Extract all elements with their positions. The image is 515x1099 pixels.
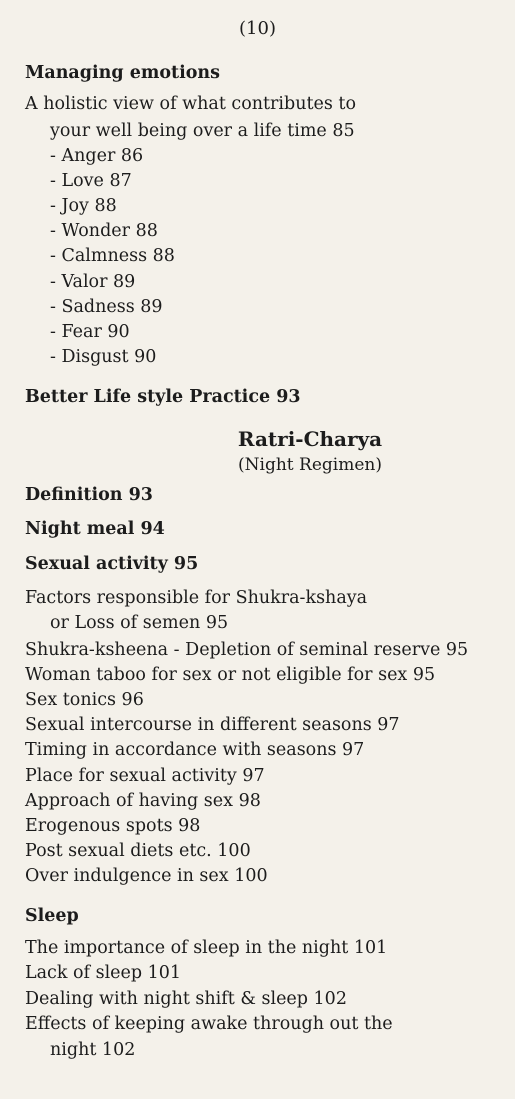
entry: night 102	[50, 1040, 136, 1060]
entry-holistic-view: A holistic view of what contributes to	[25, 94, 356, 114]
emotion-item: - Sadness 89	[50, 297, 163, 317]
section-subtitle: (Night Regimen)	[238, 455, 382, 475]
entry: Over indulgence in sex 100	[25, 866, 268, 886]
heading-sexual-activity: Sexual activity 95	[25, 554, 199, 574]
entry: Sex tonics 96	[25, 690, 144, 710]
entry: Lack of sleep 101	[25, 963, 182, 983]
emotion-item: - Wonder 88	[50, 221, 158, 241]
entry: Place for sexual activity 97	[25, 766, 265, 786]
emotion-item: - Anger 86	[50, 146, 144, 166]
heading-sleep: Sleep	[25, 906, 79, 926]
heading-better-life: Better Life style Practice 93	[25, 387, 301, 407]
emotion-item: - Valor 89	[50, 272, 136, 292]
emotion-item: - Joy 88	[50, 196, 117, 216]
entry: Woman taboo for sex or not eligible for sex 95	[25, 665, 436, 685]
section-title-ratri-charya: Ratri-Charya	[237, 427, 383, 451]
entry-holistic-view-cont: your well being over a life time 85	[50, 121, 355, 141]
emotion-item: - Disgust 90	[50, 347, 157, 367]
entry: Post sexual diets etc. 100	[25, 841, 251, 861]
entry: Effects of keeping awake through out the	[25, 1014, 393, 1034]
emotion-item: - Fear 90	[50, 322, 130, 342]
page-number: (10)	[239, 18, 276, 39]
entry: Timing in accordance with seasons 97	[25, 740, 365, 760]
emotion-item: - Love 87	[50, 171, 132, 191]
emotion-item: - Calmness 88	[50, 246, 175, 266]
entry: Shukra-ksheena - Depletion of seminal reserve 95	[25, 640, 469, 660]
heading-managing-emotions: Managing emotions	[25, 63, 221, 83]
heading-night-meal: Night meal 94	[25, 519, 165, 539]
entry: Dealing with night shift & sleep 102	[25, 989, 347, 1009]
entry: or Loss of semen 95	[50, 613, 229, 633]
entry: Approach of having sex 98	[25, 791, 261, 811]
entry: Erogenous spots 98	[25, 816, 201, 836]
heading-definition: Definition 93	[25, 485, 153, 505]
entry: The importance of sleep in the night 101	[25, 938, 388, 958]
entry: Sexual intercourse in different seasons 97	[25, 715, 400, 735]
entry: Factors responsible for Shukra-kshaya	[25, 588, 368, 608]
